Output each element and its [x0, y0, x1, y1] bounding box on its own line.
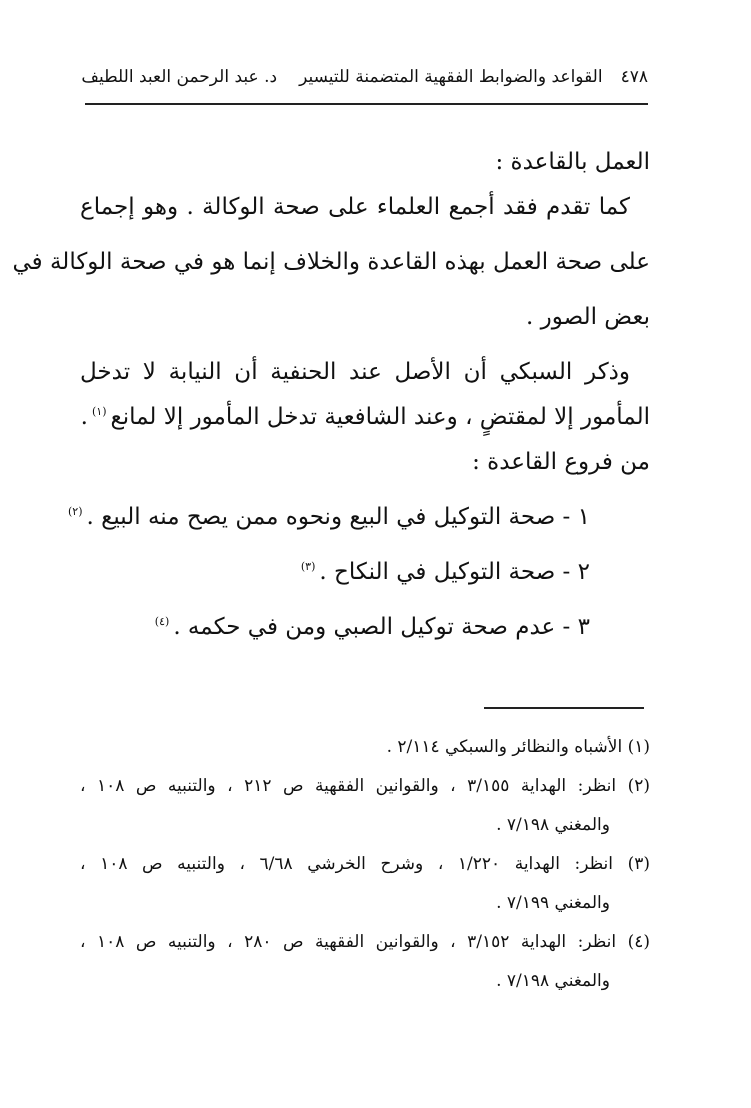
list-item-text: ١ - صحة التوكيل في البيع ونحوه ممن يصح منه البيع .	[86, 504, 590, 530]
paragraph-line: وذكر السبكي أن الأصل عند الحنفية أن النيابة لا تدخل	[80, 359, 630, 385]
section-heading-application: العمل بالقاعدة :	[495, 149, 650, 175]
paragraph-line	[80, 395, 650, 440]
header-divider	[85, 103, 648, 105]
list-item	[80, 550, 650, 595]
paragraph-line: كما تقدم فقد أجمع العلماء على صحة الوكالة . وهو إجماع	[80, 194, 630, 220]
footnote-continuation: والمغني ٧/١٩٨ .	[496, 971, 610, 991]
main-text	[12, 140, 650, 650]
footnote: (١) الأشباه والنظائر والسبكي ٢/١١٤ .	[386, 737, 650, 757]
book-title: القواعد والضوابط الفقهية المتضمنة للتيسير	[299, 67, 603, 87]
footnotes	[80, 728, 650, 1001]
page-number: ٤٧٨	[620, 67, 648, 87]
footnote: (٢) انظر: الهداية ٣/١٥٥ ، والقوانين الفقهية ص ٢١٢ ، والتنبيه ص ١٠٨ ،	[80, 776, 650, 796]
footnote-continuation: والمغني ٧/١٩٩ .	[496, 893, 610, 913]
paragraph-line: بعض الصور .	[526, 304, 650, 330]
list-item	[67, 495, 650, 540]
list-item-text: ٣ - عدم صحة توكيل الصبي ومن في حكمه .	[173, 614, 590, 640]
list-item	[80, 605, 650, 650]
footnote-ref: (٣)	[300, 560, 316, 574]
footnote-ref: (١)	[91, 405, 107, 419]
paragraph-text: المأمور إلا لمقتضٍ ، وعند الشافعية تدخل المأمور إلا لمانع	[110, 404, 650, 430]
paragraph-line: على صحة العمل بهذه القاعدة والخلاف إنما هو في صحة الوكالة في	[12, 249, 650, 275]
list-item-text: ٢ - صحة التوكيل في النكاح .	[319, 559, 590, 585]
section-heading-branches: من فروع القاعدة :	[472, 449, 650, 475]
footnote-ref: (٤)	[154, 615, 170, 629]
footnote-divider	[484, 707, 644, 709]
running-header	[81, 62, 648, 92]
sentence-end: .	[80, 404, 88, 430]
author-name: د. عبد الرحمن العبد اللطيف	[81, 67, 278, 87]
footnote-ref: (٢)	[67, 505, 83, 519]
footnote: (٤) انظر: الهداية ٣/١٥٢ ، والقوانين الفقهية ص ٢٨٠ ، والتنبيه ص ١٠٨ ،	[80, 932, 650, 952]
footnote: (٣) انظر: الهداية ١/٢٢٠ ، وشرح الخرشي ٦/٦٨ ، والتنبيه ص ١٠٨ ،	[80, 854, 650, 874]
footnote-continuation: والمغني ٧/١٩٨ .	[496, 815, 610, 835]
